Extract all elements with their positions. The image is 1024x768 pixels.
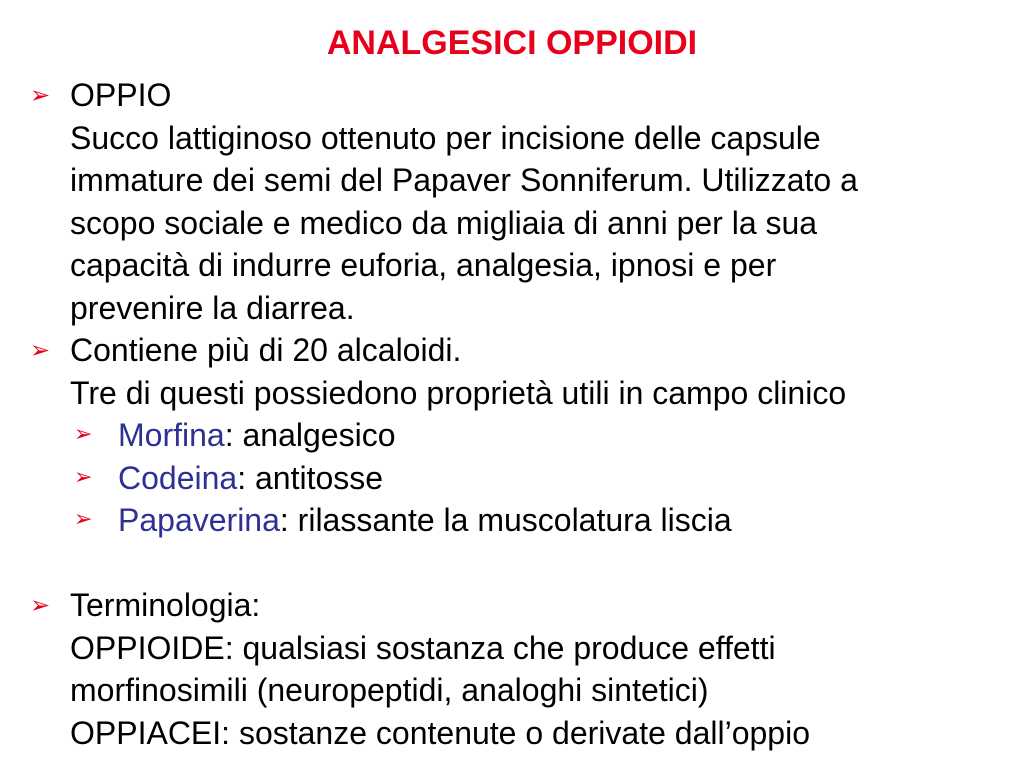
arrowhead-bullet-icon: ➢	[74, 464, 93, 490]
text-line: OPPIOIDE: qualsiasi sostanza che produce effetti	[70, 629, 776, 666]
slide-title: ANALGESICI OPPIOIDI	[326, 24, 698, 62]
bullet-heading: OPPIO	[70, 77, 172, 113]
arrowhead-bullet-icon: ➢	[30, 336, 51, 364]
text-line: immature dei semi del Papaver Sonniferum. Utilizzato a	[70, 162, 858, 198]
arrowhead-bullet-icon: ➢	[74, 507, 93, 532]
bullet-terminologia	[28, 584, 1008, 627]
text-line: morfinosimili (neuropeptidi, analoghi sintetici)	[70, 672, 709, 708]
arrowhead-bullet-icon: ➢	[30, 591, 51, 619]
arrowhead-bullet-icon: ➢	[74, 422, 93, 447]
bullet-heading: Terminologia:	[70, 587, 261, 623]
bullet-heading: Contiene più di 20 alcaloidi.	[70, 332, 462, 368]
text-line: Tre di questi possiedono proprietà utili in campo clinico	[70, 374, 847, 411]
bullet-alcaloidi	[28, 329, 1008, 372]
slide-content	[28, 74, 1008, 754]
text-line: prevenire la diarrea.	[70, 289, 355, 326]
alkaloid-desc: : antitosse	[237, 459, 384, 496]
alkaloid-name: Codeina	[118, 459, 238, 496]
alkaloid-name: Papaverina	[118, 502, 280, 538]
sub-bullet-papaverina	[28, 499, 1008, 542]
spacer	[28, 542, 1008, 585]
text-line: OPPIACEI: sostanze contenute o derivate dall’oppio	[70, 714, 810, 751]
alkaloid-desc: : analgesico	[224, 417, 396, 453]
text-line: scopo sociale e medico da migliaia di anni per la sua	[70, 204, 818, 241]
sub-bullet-codeina	[28, 457, 1008, 500]
sub-bullet-morfina	[28, 414, 1008, 457]
alkaloid-name: Morfina	[118, 417, 225, 453]
text-line: Succo lattiginoso ottenuto per incisione delle capsule	[70, 119, 821, 156]
text-line: capacità di indurre euforia, analgesia, ipnosi e per	[70, 247, 777, 283]
arrowhead-bullet-icon: ➢	[30, 81, 51, 109]
alkaloid-desc: : rilassante la muscolatura liscia	[279, 502, 732, 538]
bullet-oppio	[28, 74, 1008, 117]
